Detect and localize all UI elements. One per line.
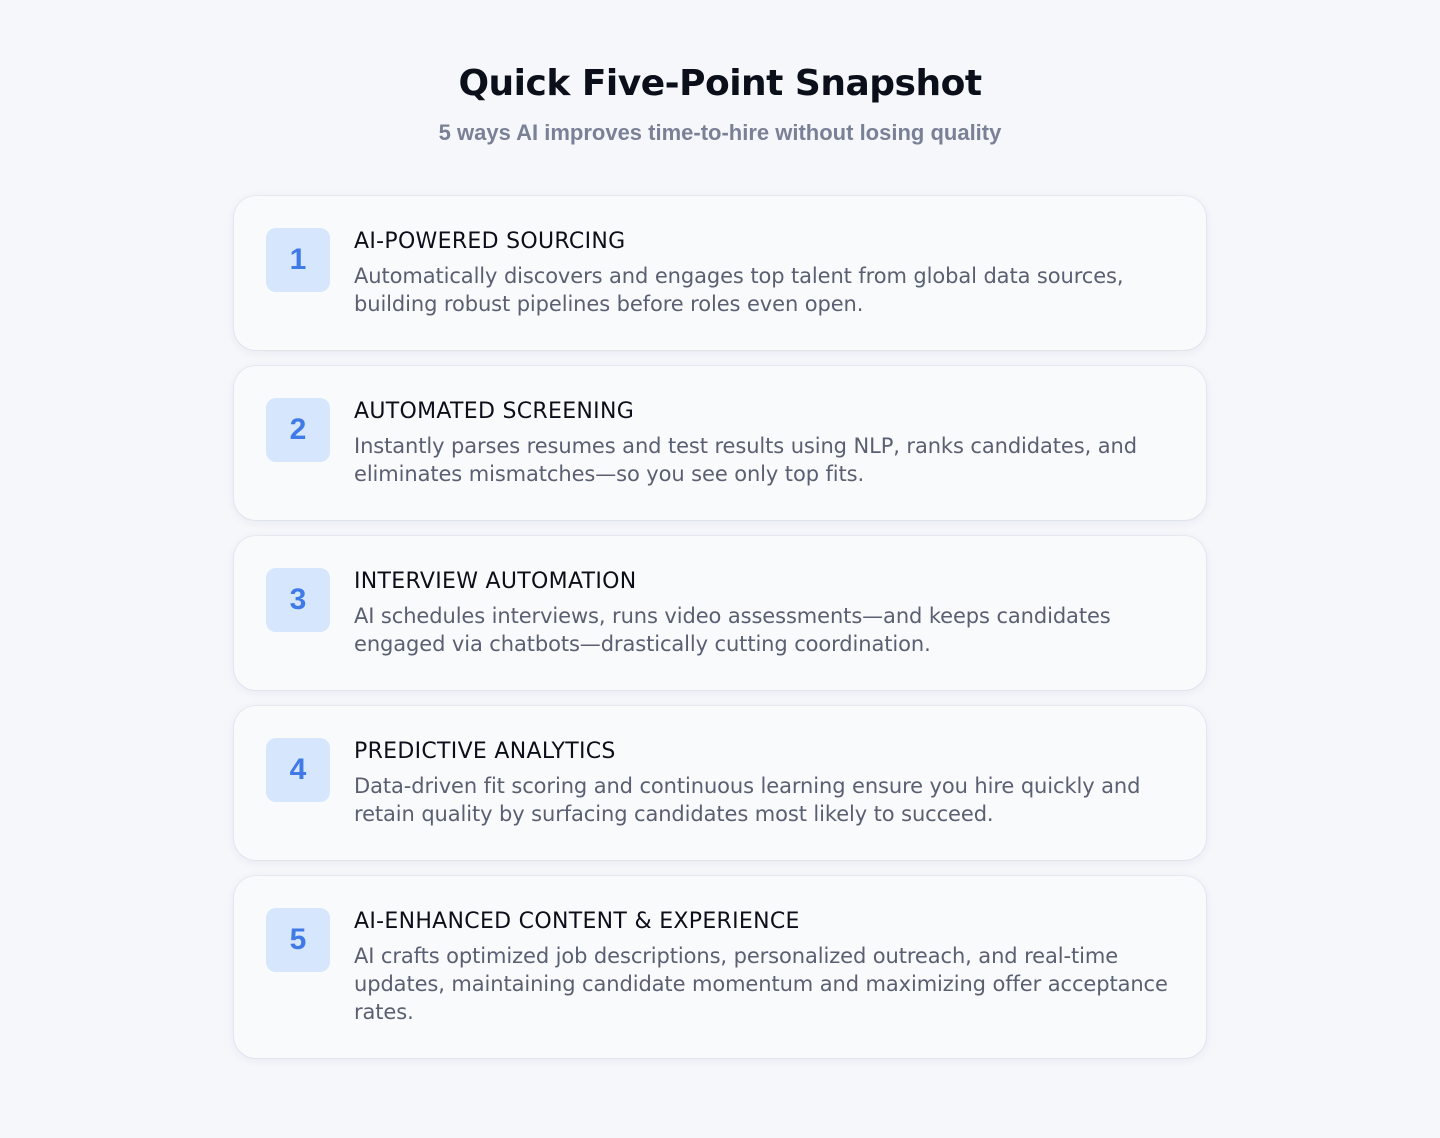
card-title: INTERVIEW AUTOMATION: [354, 569, 637, 594]
number-badge: 2: [266, 398, 330, 462]
snapshot-card-2: [234, 366, 1206, 520]
card-body: [354, 398, 1174, 488]
card-body: [354, 568, 1174, 658]
card-description: Instantly parses resumes and test results using NLP, ranks candidates, and eliminates mismatches—so you see only top fits.: [354, 434, 1137, 486]
snapshot-list: [234, 196, 1206, 1058]
number-badge: 4: [266, 738, 330, 802]
number-badge: 1: [266, 228, 330, 292]
page-title: Quick Five-Point Snapshot: [458, 63, 982, 104]
card-title: PREDICTIVE ANALYTICS: [354, 739, 616, 764]
snapshot-card-3: [234, 536, 1206, 690]
snapshot-card-4: [234, 706, 1206, 860]
number-badge: 3: [266, 568, 330, 632]
snapshot-card-1: [234, 196, 1206, 350]
number-badge: 5: [266, 908, 330, 972]
snapshot-card-5: [234, 876, 1206, 1058]
card-title: AI-POWERED SOURCING: [354, 229, 626, 254]
page-subtitle: 5 ways AI improves time-to-hire without losing quality: [438, 120, 1002, 145]
card-description: Data-driven fit scoring and continuous learning ensure you hire quickly and retain quality by surfacing candidates most likely to succeed.: [354, 774, 1141, 826]
card-title: AI-ENHANCED CONTENT & EXPERIENCE: [354, 909, 800, 934]
card-description: AI schedules interviews, runs video assessments—and keeps candidates engaged via chatbots—drastically cutting coordination.: [354, 604, 1111, 656]
card-description: Automatically discovers and engages top talent from global data sources, building robust pipelines before roles even open.: [354, 264, 1124, 316]
card-body: [354, 738, 1174, 828]
card-body: [354, 908, 1174, 1026]
card-description: AI crafts optimized job descriptions, personalized outreach, and real-time updates, maintaining candidate momentum and maximizing offer acceptance rates.: [354, 944, 1168, 1024]
card-title: AUTOMATED SCREENING: [354, 399, 635, 424]
card-body: [354, 228, 1174, 318]
